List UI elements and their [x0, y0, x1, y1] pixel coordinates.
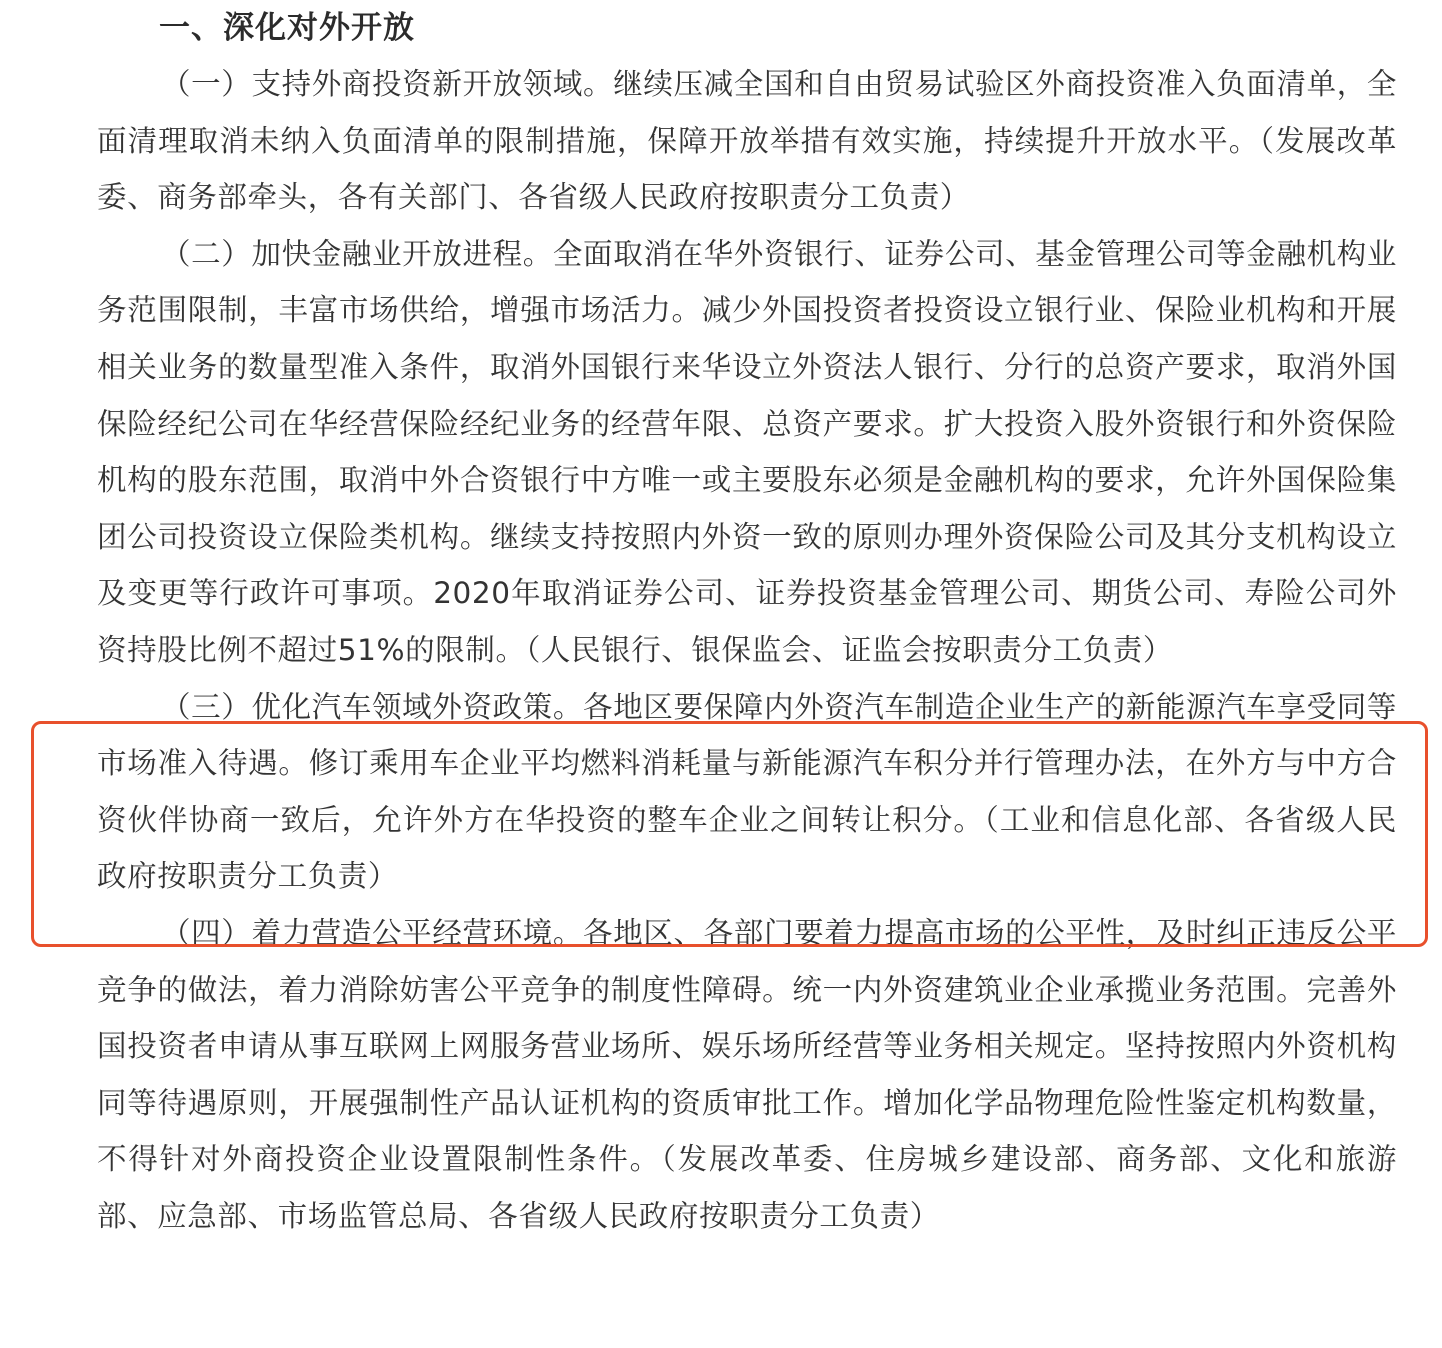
- paragraph-1: （一）支持外商投资新开放领域。继续压减全国和自由贸易试验区外商投资准入负面清单，全面清理取消未纳入负面清单的限制措施，保障开放举措有效实施，持续提升开放水平。（发展改革委、商务部牵头，各有关部门、各省级人民政府按职责分工负责）: [97, 67, 1397, 215]
- paragraph-2: （二）加快金融业开放进程。全面取消在华外资银行、证券公司、基金管理公司等金融机构业务范围限制，丰富市场供给，增强市场活力。减少外国投资者投资设立银行业、保险业机构和开展相关业务的数量型准入条件，取消外国银行来华设立外资法人银行、分行的总资产要求，取消外国保险经纪公司在华经营保险经纪业务的经营年限、总资产要求。扩大投资入股外资银行和外资保险机构的股东范围，取消中外合资银行中方唯一或主要股东必须是金融机构的要求，允许外国保险集团公司投资设立保险类机构。继续支持按照内外资一致的原则办理外资保险公司及其分支机构设立及变更等行政许可事项。2020年取消证券公司、证券投资基金管理公司、期货公司、寿险公司外资持股比例不超过51%的限制。（人民银行、银保监会、证监会按职责分工负责）: [97, 236, 1397, 667]
- paragraph-4: （四）着力营造公平经营环境。各地区、各部门要着力提高市场的公平性，及时纠正违反公平竞争的做法，着力消除妨害公平竞争的制度性障碍。统一内外资建筑业企业承揽业务范围。完善外国投资者申请从事互联网上网服务营业场所、娱乐场所经营等业务相关规定。坚持按照内外资机构同等待遇原则，开展强制性产品认证机构的资质审批工作。增加化学品物理危险性鉴定机构数量，不得针对外商投资企业设置限制性条件。（发展改革委、住房城乡建设部、商务部、文化和旅游部、应急部、市场监管总局、各省级人民政府按职责分工负责）: [97, 915, 1397, 1233]
- section-heading: 一、深化对外开放: [159, 10, 415, 46]
- paragraph-3-highlighted: （三）优化汽车领域外资政策。各地区要保障内外资汽车制造企业生产的新能源汽车享受同等市场准入待遇。修订乘用车企业平均燃料消耗量与新能源汽车积分并行管理办法，在外方与中方合资伙伴协商一致后，允许外方在华投资的整车企业之间转让积分。（工业和信息化部、各省级人民政府按职责分工负责）: [97, 689, 1397, 894]
- document-body: [97, 0, 1397, 1244]
